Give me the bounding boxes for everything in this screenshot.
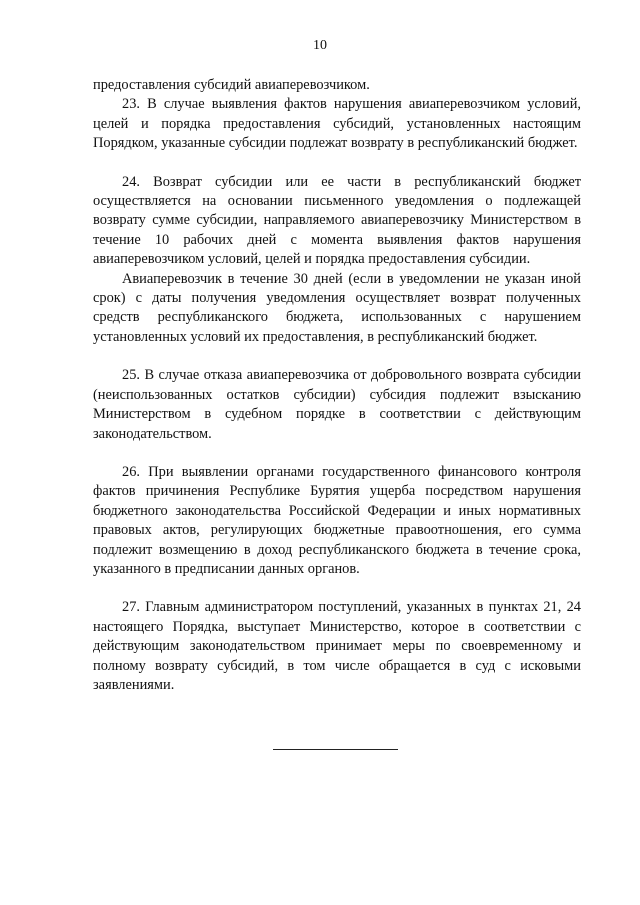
page-number: 10 <box>313 38 327 53</box>
document-body <box>93 76 581 695</box>
end-of-document-rule <box>273 749 398 750</box>
paragraph-24-refund-term: Авиаперевозчик в течение 30 дней (если в уведомлении не указан иной срок) с даты получения уведомления осуществляет возврат полученных средств республиканского бюджета, использованных с нарушением установленных условий их предоставления, в республиканский бюджет. <box>93 270 581 345</box>
paragraph-27: 27. Главным администратором поступлений, указанных в пунктах 21, 24 настоящего Порядка, выступает Министерство, которое в соответствии с действующим законодательством принимает меры по своевременному и полному возврату субсидий, в том числе обращается в суд с исковыми заявлениями. <box>93 599 581 693</box>
paragraph-26: 26. При выявлении органами государственного финансового контроля фактов причинения Республике Бурятия ущерба посредством нарушения бюджетного законодательства Российской Федерации и иных нормативных правовых актов, регулирующих бюджетные правоотношения, его сумма подлежит возмещению в доход республиканского бюджета в течение срока, указанного в предписании данных органов. <box>93 463 581 577</box>
paragraph-25: 25. В случае отказа авиаперевозчика от добровольного возврата субсидии (неиспользованных остатков субсидии) субсидия подлежит взысканию Министерством в судебном порядке в соответствии с действующим законодательством. <box>93 367 581 442</box>
paragraph-continuation: предоставления субсидий авиаперевозчиком. <box>93 77 370 93</box>
paragraph-24: 24. Возврат субсидии или ее части в республиканский бюджет осуществляется на основании письменного уведомления о подлежащей возврату сумме субсидии, направляемого авиаперевозчику Министерством в течение 10 рабочих дней с момента выявления фактов нарушения авиаперевозчиком условий, целей и порядка предоставления субсидии. <box>93 173 581 268</box>
paragraph-23: 23. В случае выявления фактов нарушения авиаперевозчиком условий, целей и порядка предоставления субсидий, установленных настоящим Порядком, указанные субсидии подлежат возврату в республиканский бюджет. <box>93 96 581 152</box>
